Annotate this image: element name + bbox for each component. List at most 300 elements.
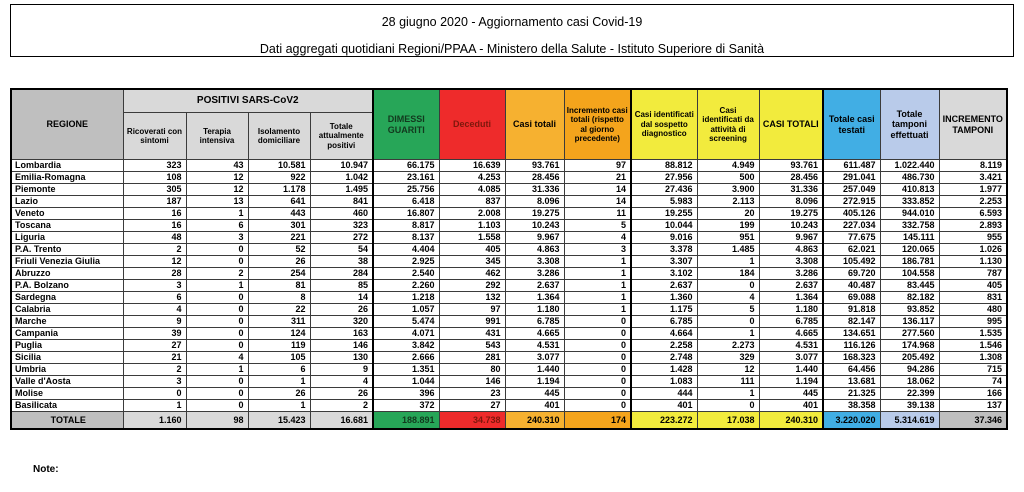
column-header-isolamento: Isolamento domiciliare: [248, 113, 310, 160]
data-cell: 1: [564, 304, 631, 316]
data-cell: 401: [505, 400, 564, 412]
data-cell: 3.378: [631, 244, 697, 256]
data-cell: 93.761: [505, 160, 564, 172]
data-cell: 5: [564, 220, 631, 232]
data-cell: 62.021: [823, 244, 880, 256]
data-cell: 10.947: [310, 160, 373, 172]
data-cell: 1.218: [373, 292, 439, 304]
data-cell: 1.083: [631, 376, 697, 388]
region-name: Veneto: [11, 208, 123, 220]
region-name: Lombardia: [11, 160, 123, 172]
data-cell: 329: [697, 352, 759, 364]
data-cell: 6: [186, 220, 248, 232]
data-cell: 137: [939, 400, 1007, 412]
data-cell: 12: [186, 172, 248, 184]
data-cell: 3: [123, 376, 186, 388]
data-cell: 2.008: [439, 208, 505, 220]
data-cell: 199: [697, 220, 759, 232]
data-cell: 1: [123, 400, 186, 412]
data-cell: 2.748: [631, 352, 697, 364]
data-cell: 16.807: [373, 208, 439, 220]
data-cell: 3.286: [505, 268, 564, 280]
column-header-attivita-screening: Casi identificati da attività di screening: [697, 89, 759, 160]
data-cell: 291.041: [823, 172, 880, 184]
table-row: [11, 292, 1007, 304]
totale-cell: 15.423: [248, 412, 310, 430]
table-row: [11, 280, 1007, 292]
title-box: [10, 4, 1014, 57]
data-cell: 77.675: [823, 232, 880, 244]
table-row: [11, 388, 1007, 400]
data-cell: 272.915: [823, 196, 880, 208]
data-cell: 174.968: [880, 340, 939, 352]
data-cell: 5: [697, 304, 759, 316]
data-cell: 116.126: [823, 340, 880, 352]
data-cell: 787: [939, 268, 1007, 280]
data-cell: 0: [564, 340, 631, 352]
data-cell: 2.637: [631, 280, 697, 292]
data-cell: 54: [310, 244, 373, 256]
data-cell: 0: [697, 400, 759, 412]
data-cell: 0: [564, 388, 631, 400]
data-cell: 1.364: [759, 292, 823, 304]
region-name: Molise: [11, 388, 123, 400]
data-cell: 120.065: [880, 244, 939, 256]
data-cell: 2.925: [373, 256, 439, 268]
data-cell: 4: [310, 376, 373, 388]
data-cell: 10.044: [631, 220, 697, 232]
data-cell: 272: [310, 232, 373, 244]
data-cell: 2: [186, 268, 248, 280]
table-row: [11, 340, 1007, 352]
data-cell: 4.664: [631, 328, 697, 340]
data-cell: 1: [186, 280, 248, 292]
data-cell: 3.077: [505, 352, 564, 364]
data-cell: 39.138: [880, 400, 939, 412]
data-cell: 1.351: [373, 364, 439, 376]
data-cell: 0: [564, 376, 631, 388]
data-cell: 221: [248, 232, 310, 244]
data-cell: 333.852: [880, 196, 939, 208]
data-cell: 0: [123, 388, 186, 400]
data-cell: 3.077: [759, 352, 823, 364]
data-cell: 1.194: [505, 376, 564, 388]
data-cell: 462: [439, 268, 505, 280]
column-header-terapia-intensiva: Terapia intensiva: [186, 113, 248, 160]
data-cell: 187: [123, 196, 186, 208]
data-cell: 119: [248, 340, 310, 352]
table-row: [11, 400, 1007, 412]
data-cell: 1.364: [505, 292, 564, 304]
data-cell: 91.818: [823, 304, 880, 316]
data-cell: 39: [123, 328, 186, 340]
data-cell: 1.178: [248, 184, 310, 196]
data-cell: 19.275: [759, 208, 823, 220]
data-cell: 305: [123, 184, 186, 196]
data-cell: 1.360: [631, 292, 697, 304]
column-header-deceduti: Deceduti: [439, 89, 505, 160]
column-header-sospetto-diagnostico: Casi identificati dal sospetto diagnostico: [631, 89, 697, 160]
data-cell: 345: [439, 256, 505, 268]
data-cell: 3.842: [373, 340, 439, 352]
data-cell: 168.323: [823, 352, 880, 364]
data-cell: 0: [186, 292, 248, 304]
column-header-totale-positivi: Totale attualmente positivi: [310, 113, 373, 160]
totale-cell: 240.310: [759, 412, 823, 430]
table-row: [11, 208, 1007, 220]
totale-cell: 16.681: [310, 412, 373, 430]
note-label: Note:: [33, 464, 59, 475]
data-cell: 21: [564, 172, 631, 184]
data-cell: 281: [439, 352, 505, 364]
data-cell: 134.651: [823, 328, 880, 340]
data-cell: 1.440: [759, 364, 823, 376]
table-row: [11, 256, 1007, 268]
data-cell: 1: [186, 364, 248, 376]
data-cell: 9: [123, 316, 186, 328]
data-cell: 4.085: [439, 184, 505, 196]
data-cell: 13: [186, 196, 248, 208]
data-cell: 27.956: [631, 172, 697, 184]
data-cell: 12: [123, 256, 186, 268]
data-cell: 1.546: [939, 340, 1007, 352]
totale-cell: 223.272: [631, 412, 697, 430]
data-cell: 1.180: [505, 304, 564, 316]
data-cell: 146: [310, 340, 373, 352]
data-cell: 105.492: [823, 256, 880, 268]
data-cell: 1.428: [631, 364, 697, 376]
data-cell: 8.817: [373, 220, 439, 232]
data-cell: 715: [939, 364, 1007, 376]
data-cell: 0: [697, 280, 759, 292]
region-name: Calabria: [11, 304, 123, 316]
data-cell: 401: [759, 400, 823, 412]
data-cell: 445: [505, 388, 564, 400]
data-cell: 1.535: [939, 328, 1007, 340]
data-cell: 2.666: [373, 352, 439, 364]
data-cell: 14: [310, 292, 373, 304]
table-row: [11, 304, 1007, 316]
data-cell: 6.785: [759, 316, 823, 328]
data-cell: 1.495: [310, 184, 373, 196]
data-cell: 2.273: [697, 340, 759, 352]
region-name: Abruzzo: [11, 268, 123, 280]
data-cell: 405.126: [823, 208, 880, 220]
data-cell: 48: [123, 232, 186, 244]
data-cell: 460: [310, 208, 373, 220]
data-cell: 28.456: [505, 172, 564, 184]
data-cell: 52: [248, 244, 310, 256]
data-cell: 1.103: [439, 220, 505, 232]
data-cell: 405: [439, 244, 505, 256]
table-row: [11, 352, 1007, 364]
data-cell: 16: [123, 208, 186, 220]
data-cell: 320: [310, 316, 373, 328]
data-cell: 4.949: [697, 160, 759, 172]
data-cell: 18.062: [880, 376, 939, 388]
data-cell: 951: [697, 232, 759, 244]
data-cell: 0: [186, 400, 248, 412]
region-name: Basilicata: [11, 400, 123, 412]
data-cell: 1: [564, 268, 631, 280]
column-header-totale-casi-testati: Totale casi testati: [823, 89, 880, 160]
data-cell: 81: [248, 280, 310, 292]
data-cell: 292: [439, 280, 505, 292]
data-cell: 841: [310, 196, 373, 208]
data-cell: 27.436: [631, 184, 697, 196]
totale-cell: 98: [186, 412, 248, 430]
data-cell: 831: [939, 292, 1007, 304]
data-cell: 104.558: [880, 268, 939, 280]
column-header-incremento-tamponi: INCREMENTO TAMPONI: [939, 89, 1007, 160]
data-cell: 922: [248, 172, 310, 184]
data-cell: 254: [248, 268, 310, 280]
data-cell: 0: [186, 388, 248, 400]
totale-label: TOTALE: [11, 412, 123, 430]
data-cell: 0: [564, 400, 631, 412]
data-cell: 4.253: [439, 172, 505, 184]
data-cell: 277.560: [880, 328, 939, 340]
data-cell: 4.531: [759, 340, 823, 352]
data-cell: 431: [439, 328, 505, 340]
data-cell: 10.581: [248, 160, 310, 172]
region-name: Campania: [11, 328, 123, 340]
data-cell: 1: [248, 376, 310, 388]
data-cell: 0: [564, 316, 631, 328]
data-cell: 1.026: [939, 244, 1007, 256]
data-cell: 205.492: [880, 352, 939, 364]
data-cell: 93.852: [880, 304, 939, 316]
page-subtitle: Dati aggregati quotidiani Regioni/PPAA - Ministero della Salute - Istituto Superiore di Sanità: [259, 42, 765, 56]
data-cell: 2: [123, 364, 186, 376]
data-cell: 0: [186, 376, 248, 388]
data-cell: 8.096: [505, 196, 564, 208]
data-cell: 1.180: [759, 304, 823, 316]
data-cell: 227.034: [823, 220, 880, 232]
data-cell: 1.042: [310, 172, 373, 184]
table-row: [11, 184, 1007, 196]
data-cell: 4.665: [505, 328, 564, 340]
data-cell: 0: [186, 328, 248, 340]
data-cell: 5.983: [631, 196, 697, 208]
region-name: P.A. Trento: [11, 244, 123, 256]
data-cell: 443: [248, 208, 310, 220]
totale-cell: 240.310: [505, 412, 564, 430]
column-header-regione: REGIONE: [11, 89, 123, 160]
data-cell: 13.681: [823, 376, 880, 388]
data-cell: 166: [939, 388, 1007, 400]
data-cell: 4: [564, 232, 631, 244]
data-cell: 85: [310, 280, 373, 292]
table-body: [11, 160, 1007, 412]
column-header-ricoverati: Ricoverati con sintomi: [123, 113, 186, 160]
data-cell: 82.182: [880, 292, 939, 304]
data-cell: 1: [697, 328, 759, 340]
data-cell: 1.194: [759, 376, 823, 388]
data-cell: 1.308: [939, 352, 1007, 364]
column-header-casi-totali: Casi totali: [505, 89, 564, 160]
data-cell: 2: [310, 400, 373, 412]
data-cell: 6.418: [373, 196, 439, 208]
data-cell: 445: [759, 388, 823, 400]
data-cell: 124: [248, 328, 310, 340]
region-name: Puglia: [11, 340, 123, 352]
data-cell: 14: [564, 184, 631, 196]
data-cell: 2.260: [373, 280, 439, 292]
data-cell: 2.637: [759, 280, 823, 292]
data-cell: 19.275: [505, 208, 564, 220]
data-cell: 323: [310, 220, 373, 232]
data-cell: 641: [248, 196, 310, 208]
data-cell: 0: [186, 256, 248, 268]
data-cell: 105: [248, 352, 310, 364]
data-cell: 3.307: [631, 256, 697, 268]
data-cell: 21.325: [823, 388, 880, 400]
data-cell: 132: [439, 292, 505, 304]
region-name: P.A. Bolzano: [11, 280, 123, 292]
data-cell: 955: [939, 232, 1007, 244]
data-cell: 38: [310, 256, 373, 268]
data-cell: 2.540: [373, 268, 439, 280]
data-cell: 20: [697, 208, 759, 220]
data-cell: 12: [186, 184, 248, 196]
data-cell: 401: [631, 400, 697, 412]
data-cell: 11: [564, 208, 631, 220]
data-cell: 1.175: [631, 304, 697, 316]
table-row: [11, 220, 1007, 232]
data-cell: 145.111: [880, 232, 939, 244]
data-cell: 4: [697, 292, 759, 304]
data-cell: 82.147: [823, 316, 880, 328]
data-cell: 93.761: [759, 160, 823, 172]
data-cell: 284: [310, 268, 373, 280]
region-name: Umbria: [11, 364, 123, 376]
data-cell: 8.119: [939, 160, 1007, 172]
data-cell: 3: [123, 280, 186, 292]
data-cell: 2.113: [697, 196, 759, 208]
region-name: Marche: [11, 316, 123, 328]
data-cell: 0: [186, 244, 248, 256]
data-cell: 69.088: [823, 292, 880, 304]
data-cell: 27: [439, 400, 505, 412]
data-cell: 4.071: [373, 328, 439, 340]
table-row: [11, 364, 1007, 376]
data-cell: 26: [248, 256, 310, 268]
data-cell: 0: [564, 364, 631, 376]
data-cell: 991: [439, 316, 505, 328]
data-cell: 6.785: [505, 316, 564, 328]
table-row: [11, 160, 1007, 172]
data-cell: 1: [186, 208, 248, 220]
table-row: [11, 172, 1007, 184]
data-cell: 9.967: [759, 232, 823, 244]
data-cell: 23: [439, 388, 505, 400]
data-cell: 3: [186, 232, 248, 244]
data-cell: 111: [697, 376, 759, 388]
data-cell: 9.967: [505, 232, 564, 244]
data-cell: 4: [123, 304, 186, 316]
data-cell: 3.308: [759, 256, 823, 268]
data-cell: 8: [248, 292, 310, 304]
data-cell: 257.049: [823, 184, 880, 196]
data-cell: 3.308: [505, 256, 564, 268]
table-row: [11, 268, 1007, 280]
data-cell: 16: [123, 220, 186, 232]
data-cell: 1.057: [373, 304, 439, 316]
data-cell: 74: [939, 376, 1007, 388]
data-cell: 3: [564, 244, 631, 256]
data-cell: 6: [123, 292, 186, 304]
totale-row: [11, 412, 1007, 430]
table-row: [11, 376, 1007, 388]
data-cell: 944.010: [880, 208, 939, 220]
data-cell: 26: [248, 388, 310, 400]
data-cell: 130: [310, 352, 373, 364]
data-cell: 995: [939, 316, 1007, 328]
table-row: [11, 244, 1007, 256]
data-cell: 97: [439, 304, 505, 316]
data-cell: 410.813: [880, 184, 939, 196]
data-cell: 31.336: [505, 184, 564, 196]
data-cell: 2.253: [939, 196, 1007, 208]
data-cell: 444: [631, 388, 697, 400]
data-cell: 1.485: [697, 244, 759, 256]
data-cell: 26: [310, 304, 373, 316]
data-cell: 4.404: [373, 244, 439, 256]
totale-cell: 17.038: [697, 412, 759, 430]
column-header-casi-totali-caps: CASI TOTALI: [759, 89, 823, 160]
totale-cell: 37.346: [939, 412, 1007, 430]
header-row-top: [11, 89, 1007, 113]
data-cell: 184: [697, 268, 759, 280]
data-cell: 3.102: [631, 268, 697, 280]
data-cell: 21: [123, 352, 186, 364]
data-cell: 837: [439, 196, 505, 208]
data-cell: 16.639: [439, 160, 505, 172]
data-cell: 0: [186, 304, 248, 316]
data-cell: 2.258: [631, 340, 697, 352]
data-cell: 1: [697, 256, 759, 268]
data-cell: 1.044: [373, 376, 439, 388]
data-cell: 6.785: [631, 316, 697, 328]
data-cell: 1.130: [939, 256, 1007, 268]
totale-cell: 3.220.020: [823, 412, 880, 430]
data-cell: 64.456: [823, 364, 880, 376]
data-cell: 372: [373, 400, 439, 412]
data-cell: 1: [564, 256, 631, 268]
data-cell: 1.022.440: [880, 160, 939, 172]
data-cell: 66.175: [373, 160, 439, 172]
data-cell: 6.593: [939, 208, 1007, 220]
data-cell: 4: [186, 352, 248, 364]
data-cell: 8.096: [759, 196, 823, 208]
data-cell: 0: [186, 316, 248, 328]
data-cell: 27: [123, 340, 186, 352]
data-cell: 2: [123, 244, 186, 256]
data-cell: 0: [564, 328, 631, 340]
totale-cell: 1.160: [123, 412, 186, 430]
data-cell: 22.399: [880, 388, 939, 400]
data-cell: 0: [186, 340, 248, 352]
data-cell: 0: [697, 316, 759, 328]
data-cell: 1: [697, 388, 759, 400]
data-cell: 108: [123, 172, 186, 184]
region-name: Liguria: [11, 232, 123, 244]
data-cell: 97: [564, 160, 631, 172]
column-header-dimessi-guariti: DIMESSI GUARITI: [373, 89, 439, 160]
data-cell: 22: [248, 304, 310, 316]
data-cell: 1: [248, 400, 310, 412]
